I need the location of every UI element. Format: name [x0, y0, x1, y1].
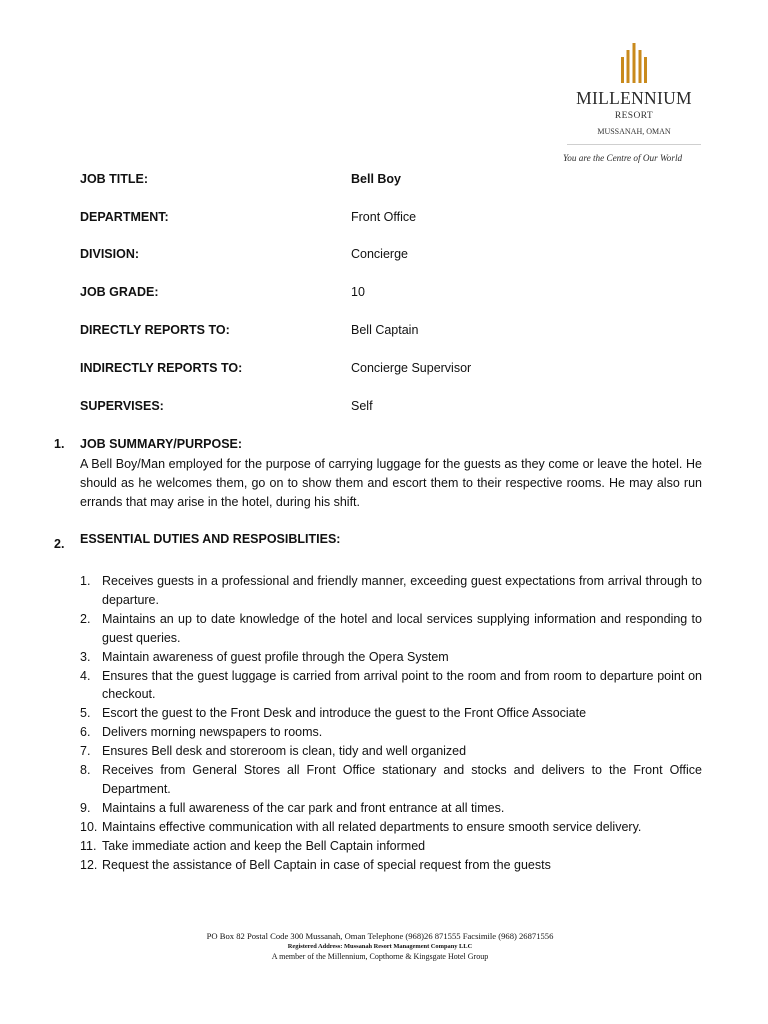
brand-tagline: You are the Centre of Our World: [563, 153, 683, 163]
list-item-number: 12.: [80, 857, 98, 872]
list-item-text: Take immediate action and keep the Bell Captain informed: [102, 838, 426, 853]
list-item-number: 11.: [80, 838, 97, 853]
info-row-indirectly-reports-to: [80, 361, 700, 381]
info-row-job-grade: [80, 285, 700, 305]
list-item-number: 8.: [80, 763, 91, 778]
footer-group: A member of the Millennium, Copthorne & Kingsgate Hotel Group: [271, 952, 489, 961]
info-row-division: [80, 247, 700, 267]
info-label: INDIRECTLY REPORTS TO:: [80, 361, 243, 375]
list-item-text: Maintains effective communication with all related departments to ensure smooth service delivery.: [102, 819, 642, 834]
millennium-logo-mark-icon: [621, 43, 647, 83]
list-item: [80, 723, 702, 742]
info-value: Bell Boy: [351, 172, 402, 186]
info-value: Concierge Supervisor: [351, 361, 472, 375]
job-summary-text: A Bell Boy/Man employed for the purpose of carrying luggage for the guests as they come or leave the hotel. He should as he welcomes them, go on to show them and escort them to their respective rooms. He may also run errands that may arise in the hotel, during his shift.: [80, 457, 702, 509]
list-item: [80, 761, 702, 799]
info-row-department: [80, 210, 700, 230]
info-value: Bell Captain: [351, 323, 419, 337]
list-item: [80, 837, 702, 856]
info-label: DIVISION:: [80, 247, 140, 261]
brand-divider: [567, 144, 701, 145]
info-label: DEPARTMENT:: [80, 210, 169, 224]
section-2-number: 2.: [54, 537, 65, 551]
page-footer: [100, 931, 660, 962]
list-item-text: Maintains an up to date knowledge of the hotel and local services supplying information and responding to guest queries.: [102, 611, 702, 645]
list-item-text: Maintains a full awareness of the car park and front entrance at all times.: [102, 800, 505, 815]
info-row-directly-reports-to: [80, 323, 700, 343]
info-row-supervises: [80, 399, 700, 419]
list-item-number: 1.: [80, 574, 91, 588]
brand-sub: RESORT: [614, 111, 654, 121]
list-item-text: Delivers morning newspapers to rooms.: [102, 725, 323, 740]
duties-list: [80, 572, 702, 875]
section-1-number: 1.: [54, 437, 65, 451]
list-item: [80, 648, 702, 667]
list-item: [80, 610, 702, 648]
list-item: [80, 742, 702, 761]
list-item-text: Ensures Bell desk and storeroom is clean, tidy and well organized: [102, 744, 467, 759]
list-item-number: 4.: [80, 668, 91, 683]
info-value: Front Office: [351, 210, 417, 224]
footer-registered-address: Registered Address: Mussanah Resort Management Company LLC: [287, 943, 473, 950]
list-item: [80, 667, 702, 705]
list-item-text: Receives guests in a professional and friendly manner, exceeding guest expectations from arrival through to departure.: [102, 574, 702, 607]
section-1-title: JOB SUMMARY/PURPOSE:: [80, 437, 243, 451]
list-item: [80, 818, 702, 837]
list-item-number: 2.: [80, 611, 91, 626]
info-value: Concierge: [351, 247, 408, 261]
list-item-number: 6.: [80, 725, 91, 740]
list-item-text: Maintain awareness of guest profile through the Opera System: [102, 649, 449, 664]
brand-location: MUSSANAH, OMAN: [597, 127, 671, 136]
list-item: [80, 572, 702, 610]
info-value: Self: [351, 399, 373, 413]
footer-contact: PO Box 82 Postal Code 300 Mussanah, Oman Telephone (968)26 871555 Facsimile (968) 26871556: [206, 931, 554, 941]
list-item-number: 10.: [80, 819, 98, 834]
info-value: 10: [351, 285, 365, 299]
info-label: DIRECTLY REPORTS TO:: [80, 323, 230, 337]
list-item-text: Ensures that the guest luggage is carried from arrival point to the room and from room to departure point on checkout.: [102, 668, 702, 702]
list-item-number: 9.: [80, 800, 91, 815]
list-item-text: Request the assistance of Bell Captain in case of special request from the guests: [102, 857, 551, 872]
millennium-logo: [563, 43, 705, 169]
info-label: JOB GRADE:: [80, 285, 159, 299]
list-item-text: Escort the guest to the Front Desk and introduce the guest to the Front Office Associate: [102, 706, 587, 721]
info-row-job-title: [80, 172, 700, 192]
list-item: [80, 799, 702, 818]
section-2-title: ESSENTIAL DUTIES AND RESPOSIBLITIES:: [80, 532, 341, 546]
list-item-number: 3.: [80, 649, 91, 664]
list-item-number: 5.: [80, 706, 91, 721]
brand-name: MILLENNIUM: [576, 88, 692, 108]
list-item-number: 7.: [80, 744, 91, 759]
list-item: [80, 704, 702, 723]
list-item-text: Receives from General Stores all Front Office stationary and stocks and delivers to the Front Office Department.: [102, 763, 702, 796]
info-label: JOB TITLE:: [80, 172, 149, 186]
info-label: SUPERVISES:: [80, 399, 164, 413]
list-item: [80, 856, 702, 875]
